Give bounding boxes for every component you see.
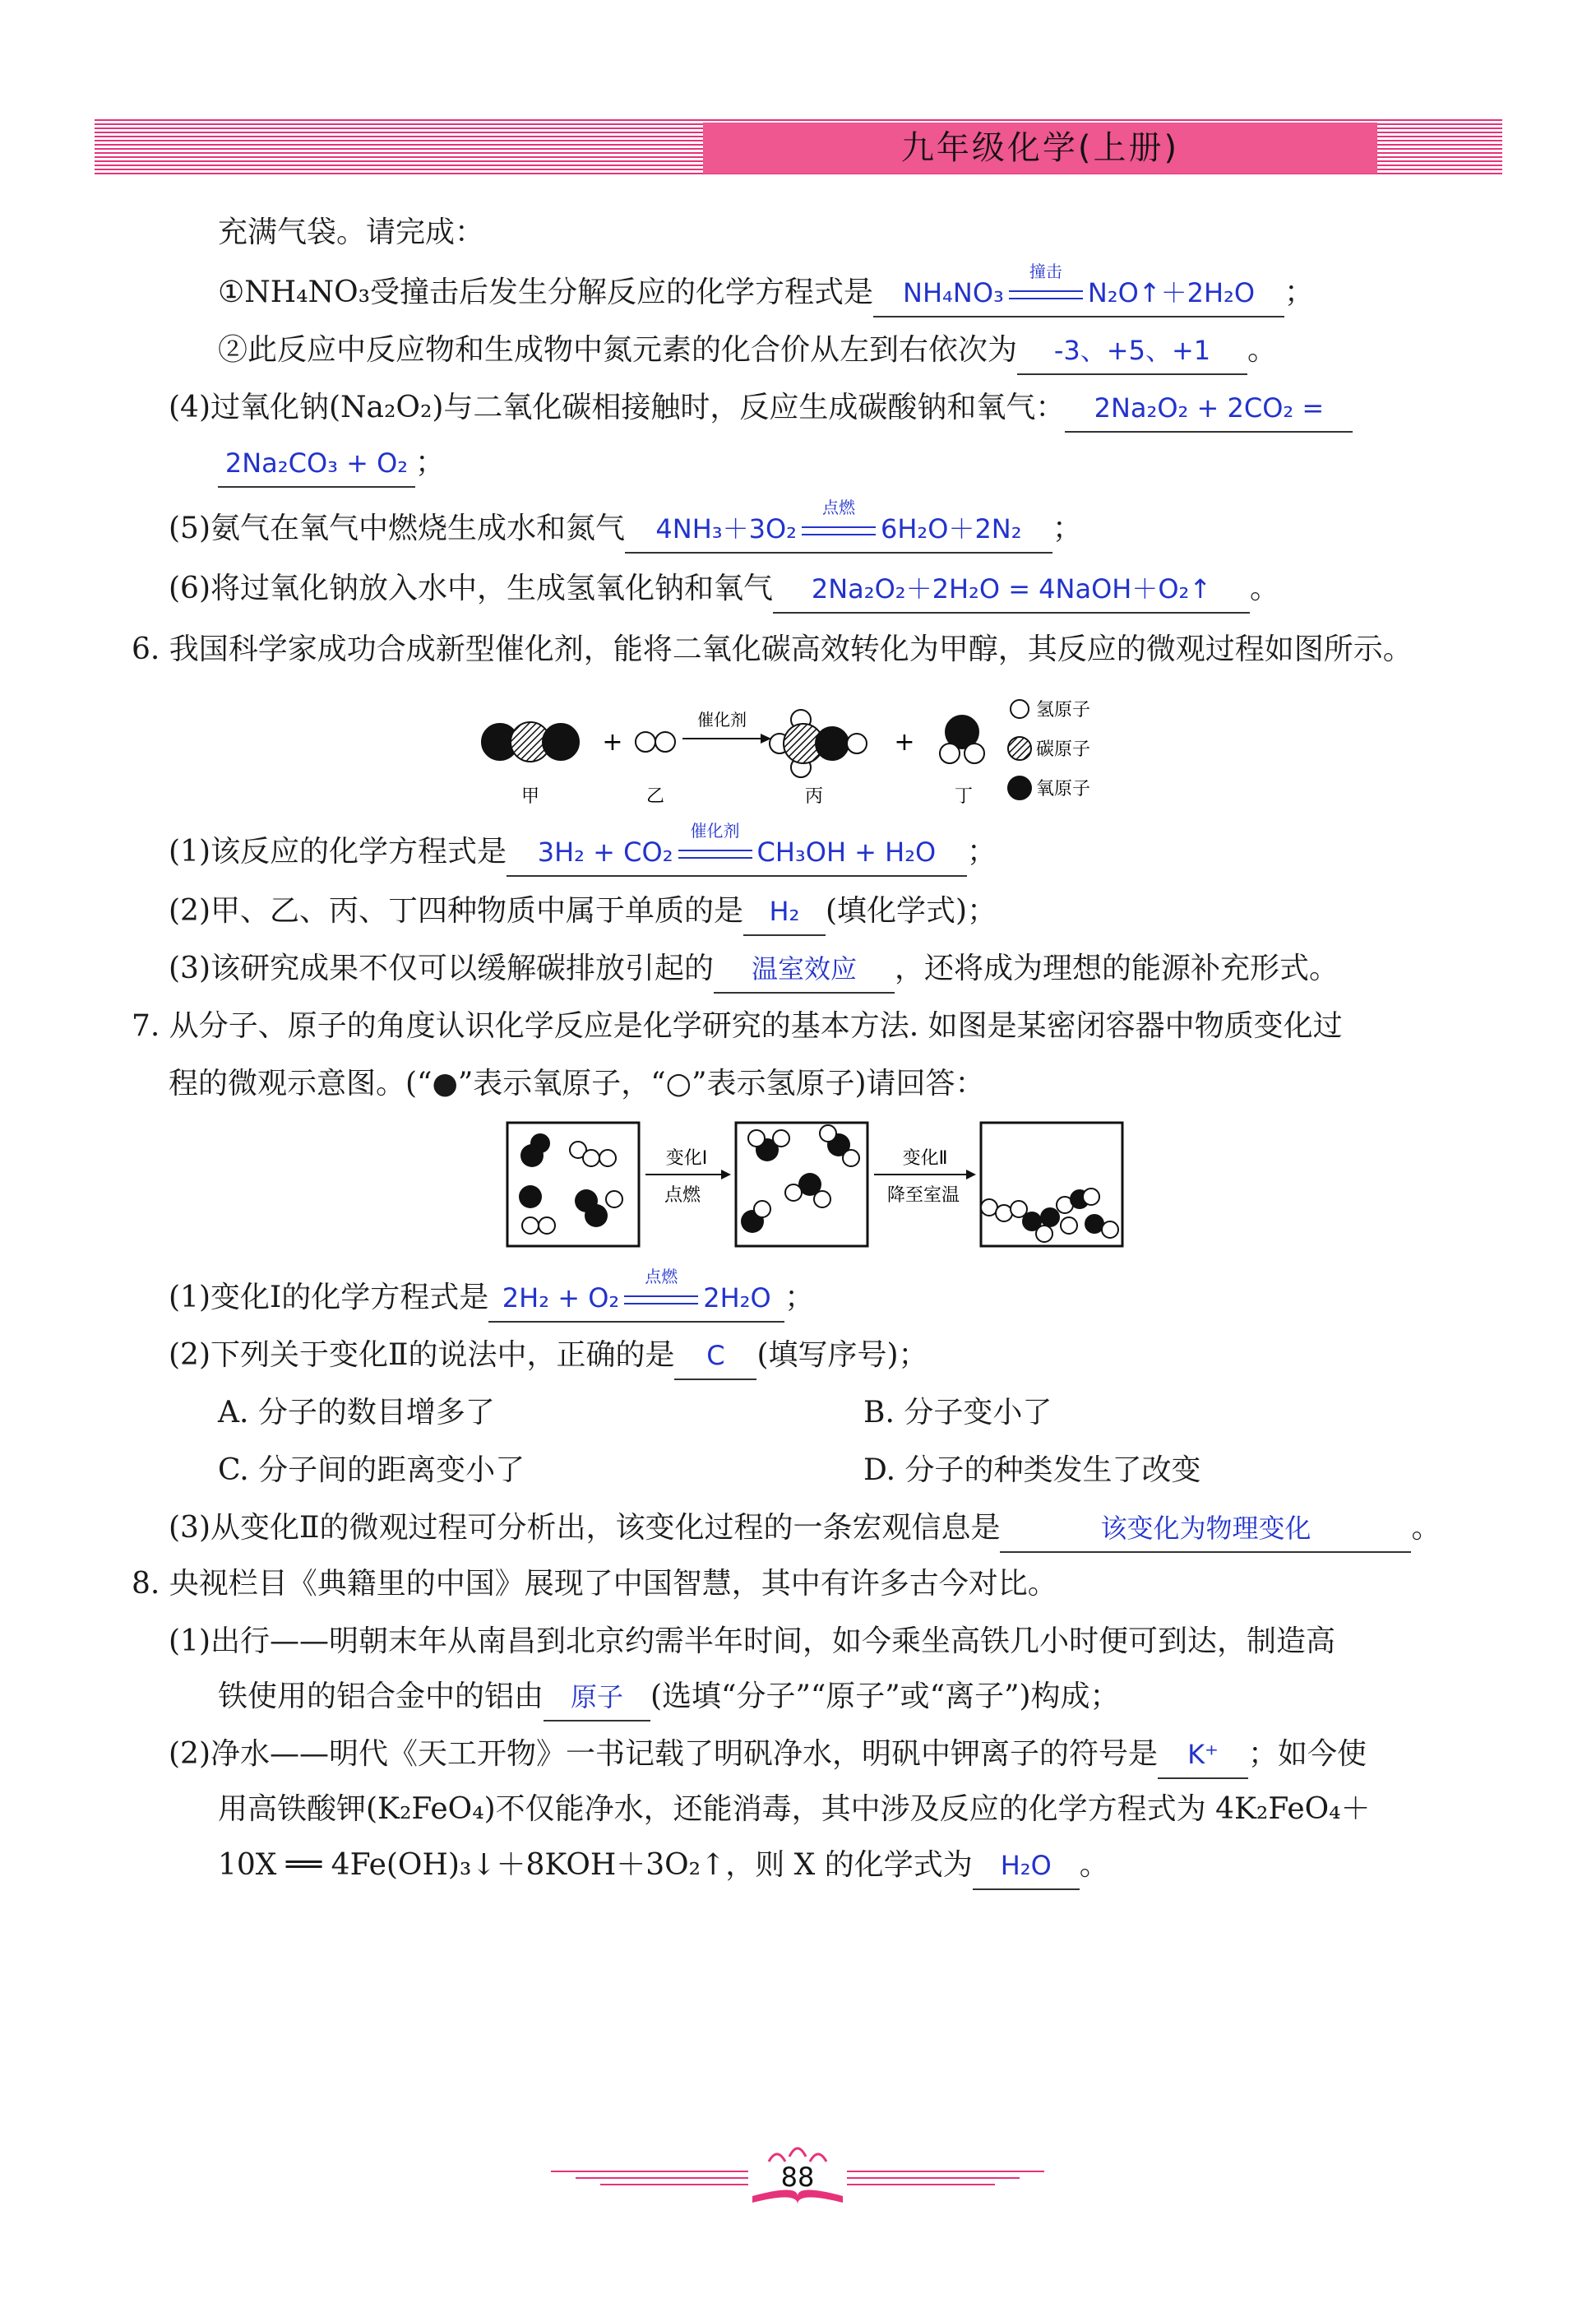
arrow-change-2: [874, 1148, 976, 1206]
q6-stem: 6. 我国科学家成功合成新型催化剂，能将二氧化碳高效转化为甲醇，其反应的微观过程如图所示。: [132, 633, 1413, 666]
answer-8-2-a: K⁺: [1158, 1731, 1248, 1779]
q5-2-line: ②此反应中反应物和生成物中氮元素的化合价从左到右依次为 -3、+5、+1 。: [218, 327, 1277, 375]
answer-5-4-part2: 2Na₂CO₃ + O₂: [218, 440, 415, 488]
q8-2-line1: (2)净水——明代《天工开物》一书记载了明矾净水，明矾中钾离子的符号是 K⁺ ；如今使: [169, 1731, 1367, 1779]
container-before: [507, 1123, 639, 1246]
q7-stem-line2: 程的微观示意图。(“●”表示氧原子，“○”表示氢原子)请回答：: [169, 1067, 985, 1101]
q8-stem: 8. 央视栏目《典籍里的中国》展现了中国智慧，其中有许多古今对比。: [132, 1567, 1057, 1601]
reaction-arrow: [682, 710, 771, 744]
footer-ornament-left: [551, 2171, 748, 2185]
answer-7-3: 该变化为物理变化: [1000, 1505, 1411, 1553]
legend-carbon: 碳原子: [1036, 739, 1091, 760]
label-bing: 丙: [804, 786, 824, 807]
q7-stem-line1: 7. 从分子、原子的角度认识化学反应是化学研究的基本方法. 如图是某密闭容器中物质变化过: [132, 1009, 1343, 1043]
q7-option-a: A. 分子的数目增多了: [218, 1396, 495, 1430]
q8-1-line2: 铁使用的铝合金中的铝由 原子 (选填“分子”“原子”或“离子”)构成；: [218, 1674, 1120, 1721]
answer-8-1: 原子: [544, 1674, 650, 1721]
q5-6-line: (6)将过氧化钠放入水中，生成氢氧化钠和氧气 2Na₂O₂＋2H₂O = 4NaOH＋O₂↑ 。: [169, 566, 1279, 614]
answer-5-4-part1: 2Na₂O₂ + 2CO₂ =: [1065, 385, 1353, 433]
q5-1-line: ①NH₄NO₃受撞击后发生分解反应的化学方程式是 NH₄NO₃ 撞击 N₂O↑＋2H₂O ；: [218, 270, 1314, 317]
page-number: 88: [780, 2162, 815, 2193]
answer-7-1: 2H₂ + O₂ 点燃 2H₂O: [488, 1275, 784, 1323]
arrow2-top-label: 变化Ⅱ: [902, 1148, 948, 1169]
q8-2-line2: 用高铁酸钾(K₂FeO₄)不仅能净水，还能消毒，其中涉及反应的化学方程式为 4K₂FeO₄＋: [218, 1792, 1371, 1826]
q8-2-line3: 10X ══ 4Fe(OH)₃↓＋8KOH＋3O₂↑，则 X 的化学式为 H₂O 。: [218, 1842, 1109, 1890]
answer-5-2: -3、+5、+1: [1017, 327, 1247, 375]
arrow2-bottom-label: 降至室温: [886, 1185, 960, 1206]
arrow1-bottom-label: 点燃: [664, 1185, 701, 1206]
answer-5-1: NH₄NO₃ 撞击 N₂O↑＋2H₂O: [873, 270, 1284, 317]
answer-6-1: 3H₂ + CO₂ 催化剂 CH₃OH + H₂O: [507, 829, 967, 877]
answer-5-6: 2Na₂O₂＋2H₂O = 4NaOH＋O₂↑: [773, 566, 1250, 614]
container-middle: [736, 1123, 867, 1246]
page-header: [95, 119, 1502, 177]
molecule-jia: [482, 722, 579, 807]
molecule-bing: [770, 710, 867, 807]
figure-6-legend: [1008, 700, 1090, 799]
label-yi: 乙: [645, 786, 665, 807]
q5-4-line2: 2Na₂CO₃ + O₂ ；: [218, 440, 445, 488]
molecule-ding: [940, 716, 984, 807]
q7-3-line: (3)从变化Ⅱ的微观过程可分析出，该变化过程的一条宏观信息是 该变化为物理变化 。: [169, 1505, 1441, 1553]
answer-6-2: H₂: [743, 888, 826, 936]
q6-2-line: (2)甲、乙、丙、丁四种物质中属于单质的是 H₂ (填化学式)；: [169, 888, 997, 936]
catalyst-label: 催化剂: [697, 710, 747, 730]
q7-2-line: (2)下列关于变化Ⅱ的说法中，正确的是 C (填写序号)；: [169, 1332, 928, 1380]
plus-1: +: [602, 728, 623, 757]
legend-hydrogen: 氢原子: [1036, 700, 1091, 721]
label-ding: 丁: [954, 786, 974, 807]
answer-6-3: 温室效应: [714, 946, 895, 994]
q7-option-c: C. 分子间的距离变小了: [218, 1453, 525, 1487]
molecule-yi: [636, 732, 675, 807]
text-line-intro: 充满气袋。请完成：: [218, 215, 485, 249]
q6-1-line: (1)该反应的化学方程式是 3H₂ + CO₂ 催化剂 CH₃OH + H₂O ；: [169, 829, 997, 877]
q8-1-line1: (1)出行——明朝末年从南昌到北京约需半年时间，如今乘坐高铁几小时便可到达，制造高: [169, 1624, 1335, 1658]
figure-6-molecules: [477, 691, 1118, 814]
container-after: [981, 1123, 1122, 1246]
legend-oxygen: 氧原子: [1036, 779, 1091, 799]
q5-4-line: (4)过氧化钠(Na₂O₂)与二氧化碳相接触时，反应生成碳酸钠和氧气： 2Na₂O₂ + 2CO₂ =: [169, 385, 1353, 433]
header-title-box: [703, 123, 1377, 174]
arrow1-top-label: 变化Ⅰ: [665, 1148, 708, 1169]
plus-2: +: [894, 728, 915, 757]
q7-option-d: D. 分子的种类发生了改变: [863, 1453, 1201, 1487]
arrow-change-1: [645, 1148, 731, 1206]
figure-7-process: [506, 1119, 1131, 1250]
answer-7-2: C: [674, 1332, 756, 1380]
page-footer: [543, 2138, 1052, 2213]
footer-ornament-right: [847, 2171, 1044, 2185]
q5-5-line: (5)氨气在氧气中燃烧生成水和氮气 4NH₃＋3O₂ 点燃 6H₂O＋2N₂ ；: [169, 506, 1082, 554]
q7-1-line: (1)变化Ⅰ的化学方程式是 2H₂ + O₂ 点燃 2H₂O ；: [169, 1275, 814, 1323]
answer-5-5: 4NH₃＋3O₂ 点燃 6H₂O＋2N₂: [625, 506, 1052, 554]
q7-option-b: B. 分子变小了: [863, 1396, 1052, 1430]
answer-8-2-c: H₂O: [973, 1842, 1080, 1890]
header-title: 九年级化学(上册): [900, 129, 1180, 167]
q6-3-line: (3)该研究成果不仅可以缓解碳排放引起的 温室效应 ，还将成为理想的能源补充形式。: [169, 946, 1339, 994]
label-jia: 甲: [520, 786, 540, 807]
